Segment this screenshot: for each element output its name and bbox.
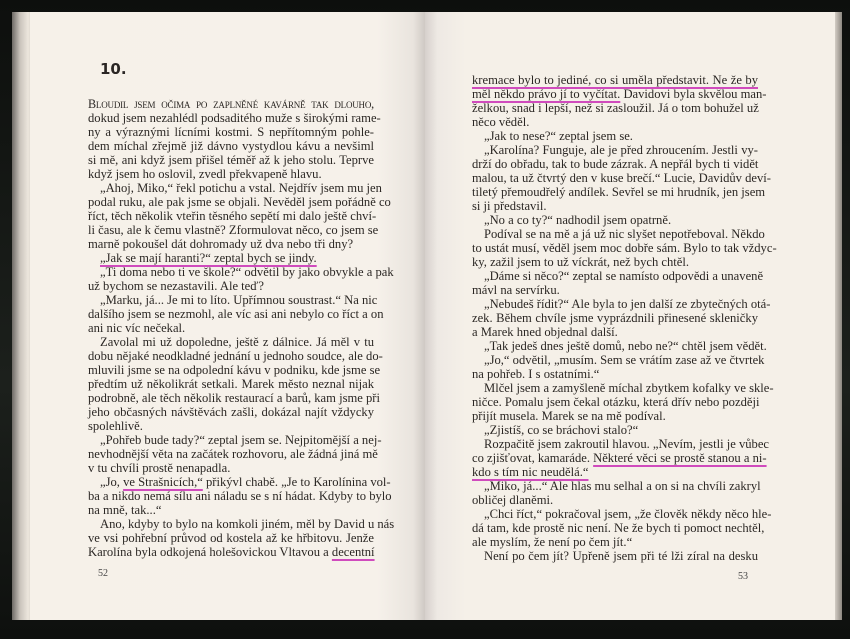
right-page-text [472,73,777,563]
text-line [88,321,374,335]
underlined-text: decentní [331,545,375,559]
text-line [472,115,758,129]
paragraph [472,129,758,143]
text-line [88,419,374,433]
text-segment: „Miko, já...“ Ale hlas mu selhal a on si na chvíli zakryl [484,479,761,493]
text-line [88,489,392,503]
text-line [88,307,384,321]
text-line [472,129,758,143]
text-segment: ničce. Pomalu jsem čekal otázku, která dřív nebo později [472,395,760,409]
text-segment: něco věděl. [472,115,530,129]
paragraph [472,227,777,269]
text-line [472,535,758,549]
text-line [472,479,761,493]
text-line [472,493,758,507]
text-segment: „Jo, [100,475,124,489]
paragraph [88,433,382,475]
text-line [88,503,374,517]
paragraph [472,507,772,549]
text-segment: si ji představil. [472,199,547,213]
text-segment: přikývl chabě. „Je to Karolínina vol- [202,475,391,489]
text-segment: „Jak to nese?“ zeptal jsem se. [484,129,633,143]
text-segment: Zavolal mi už dopoledne, ještě z dálnice. Já měl v tu [100,335,374,349]
text-segment: přijít musela. Marek se na mě podíval. [472,409,666,423]
paragraph [88,97,381,181]
text-line [88,461,374,475]
text-segment: říct, těch několik vteřin těsného sepětí mi dalo ještě chví- [88,209,377,223]
text-line [472,255,758,269]
text-line [88,531,374,545]
underlined-text: „Jak se mají haranti?“ zeptal bych se jindy. [100,251,317,265]
text-segment: Bloudil jsem očima po zaplněné kavárně tak dlouho, [88,97,374,111]
text-segment: jeho občasných návštěvách zašli, dokázal najít vždycky [88,405,374,419]
paragraph [472,297,771,339]
text-segment: tiletý přemoudřelý andílek. Sevřel se mi hrudník, jen jsem [472,185,766,199]
text-segment: ky, zažil jsem to už víckrát, než bych chtěl. [472,255,690,269]
page-number: 53 [738,571,748,582]
text-line [88,195,391,209]
text-segment: v tu chvíli prostě nenapadla. [88,461,231,475]
paragraph [88,265,394,293]
paragraph [472,353,765,381]
text-segment: „Tak jedeš dnes ještě domů, nebo ne?“ chtěl jsem vědět. [484,339,767,353]
text-line [88,377,374,391]
text-line [88,153,374,167]
text-line [88,265,394,279]
text-line [472,101,758,115]
text-line [472,241,777,255]
text-line [88,111,381,125]
text-segment: už bychom se nezastavili. Ale teď? [88,279,264,293]
paragraph [88,293,384,335]
text-line [472,395,758,409]
text-line [88,433,382,447]
text-line [88,125,374,139]
text-segment: Davidovi byla skvělou man- [620,87,767,101]
text-segment: když jsem ho oslovil, zvedl překvapeně hlavu. [88,167,322,181]
text-line [88,139,374,153]
text-segment: „Pohřeb bude tady?“ zeptal jsem se. Nejpitomější a nej- [100,433,382,447]
text-segment: „Marku, já... Je mi to líto. Upřímnou soustrast.“ Na nic [100,293,378,307]
text-line [472,297,771,311]
text-line [472,549,758,563]
text-segment: li času, ale k čemu vlastně? Zformulovat něco, co jsem se [88,223,379,237]
text-segment: „Ti doma nebo ti ve škole?“ odvětil by jako obvykle a pak [100,265,394,279]
text-segment: „Ahoj, Miko,“ řekl potichu a vstal. Nejdřív jsem mu jen [100,181,382,195]
paragraph [88,475,392,517]
text-segment: „Dáme si něco?“ zeptal se namísto odpovědi a unaveně [484,269,764,283]
paragraph [472,549,758,563]
text-line [88,363,381,377]
text-line [88,237,374,251]
text-line [472,437,770,451]
text-segment: podrobně, ale těch několik restaurací a barů, kam jsme při [88,391,380,405]
text-segment: dokud jsem nezahlédl podsaditého muže s širokými rame- [88,111,381,125]
text-line [472,143,758,157]
text-line [472,311,758,325]
paragraph [472,381,774,423]
paragraph [472,479,761,507]
text-line [88,167,374,181]
text-line [472,423,758,437]
text-line [88,391,380,405]
text-segment: želkou, snad i lepší, než si zasloužil. Já o tom bohužel už [472,101,759,115]
text-segment: dá tam, kde prostě nic není. Ne že bych ti pomoct nechtěl, [472,521,765,535]
text-segment: dobu nějaké neodkladné jednání u jednoho soudce, ale do- [88,349,383,363]
text-line [88,97,374,111]
text-segment: podal ruku, ale pak jsme se objali. Nevěděl jsem pořádně co [88,195,391,209]
text-segment: „Chci říct,“ pokračoval jsem, „že člověk někdy něco hle- [484,507,772,521]
left-page-text [88,97,395,559]
text-segment: mluvili jsme se na odpolední kávu v podniku, kde jsme se [88,363,381,377]
paragraph [88,251,374,265]
text-line [472,409,758,423]
text-segment: drží do obřadu, tak to bude zázrak. A nepřál bych ti vidět [472,157,759,171]
underlined-text: ve Strašnicích,“ [123,475,203,489]
underlined-text: Některé věci se prostě stanou a ni- [593,451,767,465]
text-line [88,293,378,307]
text-line [472,73,758,87]
underlined-text: kdo s tím nic neudělá.“ [472,465,589,479]
text-segment: ale myslím, že není po čem jít.“ [472,535,633,549]
text-line [472,465,758,479]
text-line [88,279,374,293]
text-segment: dem míchal zřejmě již dávno vystydlou kávu a nevšiml [88,139,374,153]
paragraph [88,335,383,433]
paragraph [472,437,770,479]
text-line [472,185,766,199]
paragraph [472,143,771,213]
text-segment: ny a výraznými lícními kostmi. S nepřítomným pohle- [88,125,374,139]
underlined-text: kremace bylo to jediné, co si uměla představit. Ne že by [472,73,758,87]
text-segment: „Nebudeš řídit?“ Ale byla to jen další ze zbytečných otá- [484,297,771,311]
text-line [472,353,765,367]
text-segment: Karolína byla odkojená holešovickou Vltavou a [88,545,332,559]
text-line [88,181,382,195]
text-line [472,213,758,227]
text-line [472,381,774,395]
text-segment: mávl na servírku. [472,283,560,297]
text-line [472,451,767,465]
text-segment: malou, ta už čtvrtý den v kuse brečí.“ Lucie, Davidův deví- [472,171,771,185]
underlined-text: měl někdo právo jí to vyčítat. [472,87,621,101]
text-segment: obličej dlaněmi. [472,493,554,507]
text-segment: „Jo,“ odvětil, „musím. Sem se vrátím zase až ve čtvrtek [484,353,765,367]
text-segment: Není po čem jít? Upřeně jsem při té lži zíral na desku [484,549,758,563]
text-line [88,447,378,461]
paragraph [472,339,767,353]
text-segment: Mlčel jsem a zamyšleně míchal zbytkem kofalky ve skle- [484,381,774,395]
text-line [88,335,374,349]
text-line [472,521,765,535]
text-segment: a Marek hned objednal další. [472,325,618,339]
text-segment: na pohřeb. I s ostatními.“ [472,367,600,381]
text-segment: ani nic víc nečekal. [88,321,186,335]
text-segment: marně pokoušel dát dohromady už dva nebo tři dny? [88,237,354,251]
paragraph [88,517,395,559]
page-stack-edge-left [12,12,32,620]
text-segment: co zjišťovat, kamaráde. [472,451,594,465]
chapter-heading: 10. [100,60,127,78]
paragraph [472,423,758,437]
paragraph [88,181,391,251]
text-segment: na mně, tak...“ [88,503,162,517]
text-segment: Podíval se na mě a já už nic slyšet nepotřeboval. Někdo [484,227,765,241]
text-segment: dalšího jsem se nezmohl, ale víc asi ani nebylo co říct a on [88,307,384,321]
text-line [88,251,374,265]
text-line [472,339,767,353]
text-line [88,349,383,363]
page-number: 52 [98,568,108,579]
paragraph [472,213,758,227]
text-line [472,367,758,381]
paragraph [472,269,764,297]
text-line [88,517,395,531]
right-page [425,12,835,620]
text-segment: ve vsi pohřební průvod od kostela až ke hřbitovu. Jenže [88,531,374,545]
text-line [88,475,391,489]
text-segment: Rozpačitě jsem zakroutil hlavou. „Nevím, jestli je vůbec [484,437,770,451]
text-line [472,269,764,283]
text-segment: to ustát musí, věděl jsem moc dobře sám. Bylo to tak vždyc- [472,241,777,255]
text-line [88,223,379,237]
page-stack-edge-right [834,12,842,620]
text-line [472,157,758,171]
text-segment: ba a nikdo nemá sílu ani náladu se s ní hádat. Kdyby to bylo [88,489,392,503]
text-line [472,87,767,101]
text-segment: Ano, kdyby to bylo na komkoli jiném, měl by David u nás [100,517,395,531]
text-segment: „No a co ty?“ nadhodil jsem opatrně. [484,213,672,227]
text-line [472,199,758,213]
text-line [472,283,758,297]
text-line [88,545,374,559]
text-segment: nevhodnější věta na začátek rozhovoru, ale žádná jiná mě [88,447,378,461]
text-line [472,171,771,185]
paragraph [472,73,767,129]
left-page [30,12,425,620]
text-segment: „Karolína? Funguje, ale je před zhroucením. Jestli vy- [484,143,758,157]
text-line [88,405,374,419]
text-line [472,227,765,241]
text-line [472,325,758,339]
text-line [88,209,377,223]
text-segment: si mě, ani když jsem přišel téměř až k jeho stolu. Teprve [88,153,374,167]
text-segment: „Zjistíš, co se bráchovi stalo?“ [484,423,639,437]
text-line [472,507,772,521]
text-segment: spolehlivě. [88,419,143,433]
text-segment: předtím už několikrát setkali. Marek město neznal nijak [88,377,374,391]
text-segment: zek. Během chvíle jsme vyprázdnili přinesené skleničky [472,311,758,325]
